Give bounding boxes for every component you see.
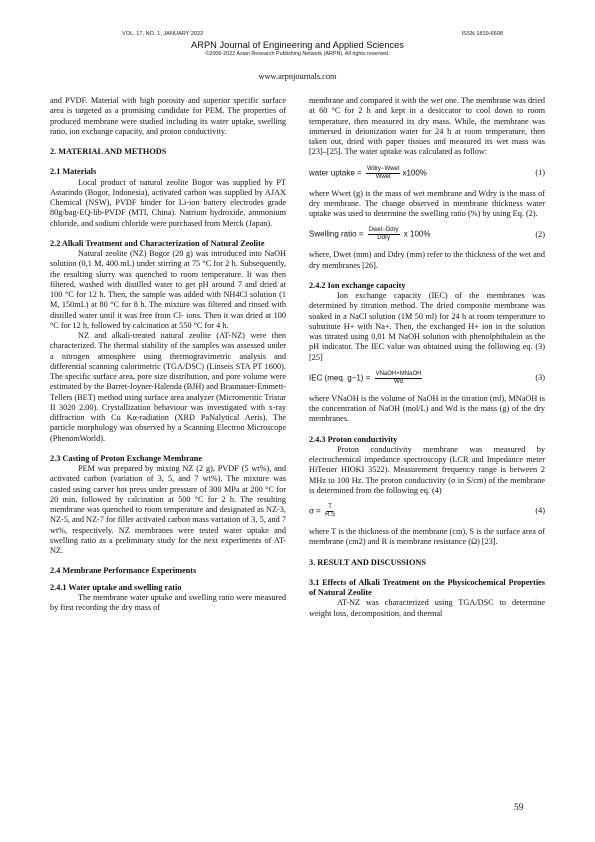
eq1-numerator: Wdry−Wwet bbox=[366, 165, 400, 172]
volume-info: VOL. 17, NO. 1, JANUARY 2022 bbox=[122, 31, 204, 37]
results-heading: 3. RESULT AND DISCUSSIONS bbox=[309, 557, 426, 567]
copyright: ©2006-2022 Asian Research Publishing Network (ARPN). All rights reserved. bbox=[205, 51, 390, 57]
eq3-number: (3) bbox=[535, 373, 545, 383]
eq2-number: (2) bbox=[535, 229, 545, 239]
casting-heading: 2.3 Casting of Proton Exchange Membrane bbox=[50, 453, 203, 463]
eq4-number: (4) bbox=[535, 506, 545, 516]
eq2-lhs: Swelling ratio = bbox=[309, 229, 364, 239]
eq1-lhs: water uptake = bbox=[309, 168, 362, 178]
equation-1 bbox=[309, 166, 545, 181]
section-methods-heading: 2. MATERIAL AND METHODS bbox=[50, 147, 167, 156]
alkali-paragraph-1: Natural zeolite (NZ) Bogor (20 g) was introduced into NaOH solution (0,1 M, 400 mL) under stirring at 75 °C for 2 h. Subsequently, the resulting slurry was quenched to room temperature. It was then filtered, washed with distilled water to get pH around 7 and dried at 100 °C for 12 h. Then, the sample was added with NH4Cl solution (1 M, 150mL) at 80 °C for 8 h. The mixture was filtered and rinsed with distilled water until it was free from Cl- ions. Then it was dried at 100 °C for 12 h, followed by calcination at 550 °C for 4 h. bbox=[50, 249, 286, 330]
right-column bbox=[309, 96, 545, 619]
intro-paragraph: and PVDF. Material with high porosity and superior specific surface area is targeted as a promising candidate for PEM. The properties of produced membrane were studied including its water uptake, swelling ratio, ion exchange capacity, and proton conductivity. bbox=[50, 96, 286, 136]
website[interactable]: www.arpnjournals.com bbox=[258, 72, 337, 81]
right-paragraph-2: where Wwet (g) is the mass of wet membrane and Wdry is the mass of dry membrane. The change observed in membrane thickness water uptake was used to determine the swelling ratio (%) by using Eq. (2). bbox=[309, 188, 545, 218]
alkali-heading: 2.2 Alkali Treatment and Characterization of Natural Zeolite bbox=[50, 238, 265, 248]
casting-paragraph: PEM was prepared by mixing NZ (2 g), PVDF (5 wt%), and activated carbon (variation of 3, 5, and 7 wt%). The mixture was casted using carver hot press under pressure of 300 MPa at 200 °C for 20 min, followed by calcination at 500 °C for 2 h. The resulting membrane was quenched to room temperature and designated as NZ-3, NZ-5, and NZ-7 for filler activated carbon mass variation of 3, 5, and 7 wt%, respectively. NZ membranes were tested water uptake and swelling ratio as a preliminary study for the next experiments of AT-NZ. bbox=[50, 464, 286, 555]
eq4-denominator: R.S bbox=[325, 512, 336, 518]
alkali-paragraph-2: NZ and alkali-treated natural zeolite (AT-NZ) were then characterized. The thermal stability of the samples was assessed under a nitrogen atmosphere using thermogravimetric analysis and differential scanning calorimetric (TGA/DSC) (Linseis STA PT 1600). The specific surface area, pore size distribution, and pore volume were estimated by the Barret-Joyner-Halenda (BJH) and Braunauer-Emmett-Tellers (BET) method using surface area analyzer (Micromeritic Tristar II 3020 2.00). Crystallization behaviour was investigated with x-ray diffraction with Cu Kα-radiation (XRD PaNalytical Aeris). The particle morphology was observed by a Scanning Electron Microscope (PhenomWorld). bbox=[50, 331, 286, 443]
right-paragraph-1: membrane and compared it with the wet one. The membrane was dried at 60 °C for 2 h and kept in a desiccator to cool down to room temperature, then measured its dry mass. While, the membrane was immersed in deionization water for 24 h at room temperature, then taken out, dried with paper tissues and measured its wet mass was [23]–[25]. The water uptake was calculated as follow: bbox=[309, 96, 545, 157]
effects-paragraph: AT-NZ was characterized using TGA/DSC to determine weight loss, decomposition, and thermal bbox=[309, 598, 545, 618]
eq4-lhs: σ = bbox=[309, 506, 321, 516]
eq4-numerator: T bbox=[328, 504, 332, 510]
materials-heading: 2.1 Materials bbox=[50, 167, 97, 177]
equation-3 bbox=[309, 371, 545, 386]
eq3-lhs: IEC (meq. g−1) = bbox=[309, 373, 371, 383]
proton-paragraph: Proton conductivity membrane was measured by electrochemical impedance spectroscopy (LCR and Impedance meter HiTester HIOKI 3522). Measurement frequency range is between 2 MHz to 100 Hz. The proton conductivity (σ in S/cm) of the membrane is determined from the following eq. (4) bbox=[309, 444, 545, 495]
right-paragraph-5: where T is the thickness of the membrane (cm), S is the surface area of membrane (cm2) and R is membrane resistance (Ω) [23]. bbox=[309, 527, 545, 547]
eq1-denominator: Wwet bbox=[375, 173, 391, 180]
proton-heading: 2.4.3 Proton conductivity bbox=[309, 434, 398, 444]
equation-4 bbox=[309, 504, 545, 519]
page-number: 59 bbox=[514, 803, 524, 813]
water-uptake-heading: 2.4.1 Water uptake and swelling ratio bbox=[50, 582, 182, 592]
eq2-tail: x 100% bbox=[403, 229, 431, 239]
equation-2 bbox=[309, 227, 545, 242]
right-paragraph-3: where, Dwet (mm) and Ddry (mm) refer to the thickness of the wet and dry membranes [26]. bbox=[309, 250, 545, 270]
issn: ISSN 1819-6608 bbox=[461, 31, 503, 37]
eq3-numerator: VNaOH×MNaOH bbox=[375, 370, 422, 377]
eq1-number: (1) bbox=[535, 167, 545, 177]
eq2-denominator: Ddry bbox=[377, 235, 390, 242]
eq1-tail: x100% bbox=[402, 168, 427, 178]
iec-heading: 2.4.2 Ion exchange capacity bbox=[309, 280, 406, 290]
water-uptake-paragraph: The membrane water uptake and swelling ratio were measured by first recording the dry mass of bbox=[50, 592, 286, 612]
left-column bbox=[50, 96, 286, 613]
performance-heading: 2.4 Membrane Performance Experiments bbox=[50, 566, 197, 576]
eq3-denominator: Wd bbox=[394, 378, 404, 385]
materials-paragraph: Local product of natural zeolite Bogor was supplied by PT Astarindo (Bogor, Indonesia), activated carbon was supplied by AJAX Chemical (NSW), PVDF binder for Li-ion battery electrodes grade 80g/bag-EQ-lib-PVDF (MTI, China). Natrium hydroxide, ammonium chloride, and sodium chloride were purchased from Merck (Japan). bbox=[50, 177, 286, 228]
iec-paragraph: Ion exchange capacity (IEC) of the membranes was determined by titration method. The dried composite membrane was soaked in a NaCl solution (1M 50 ml) for 24 h at room temperature to substitute H+ with Na+. Then, the exchanged H+ ion in the solution was titrated using 0,01 M NaOH solution with phenolphthalein as the pH indicator. The IEC value was obtained using the following eq. (3) [25] bbox=[309, 291, 545, 362]
right-paragraph-4: where VNaOH is the volume of NaOH in the titration (ml), MNaOH is the concentration of NaOH (mol/L) and Wd is the mass (g) of the dry membranes. bbox=[309, 393, 545, 424]
eq2-numerator: Dwet−Ddry bbox=[368, 227, 399, 234]
effects-heading: 3.1 Effects of Alkali Treatment on the Physicochemical Properties of Natural Zeolite bbox=[309, 577, 545, 597]
journal-title: ARPN Journal of Engineering and Applied Sciences bbox=[191, 40, 404, 50]
